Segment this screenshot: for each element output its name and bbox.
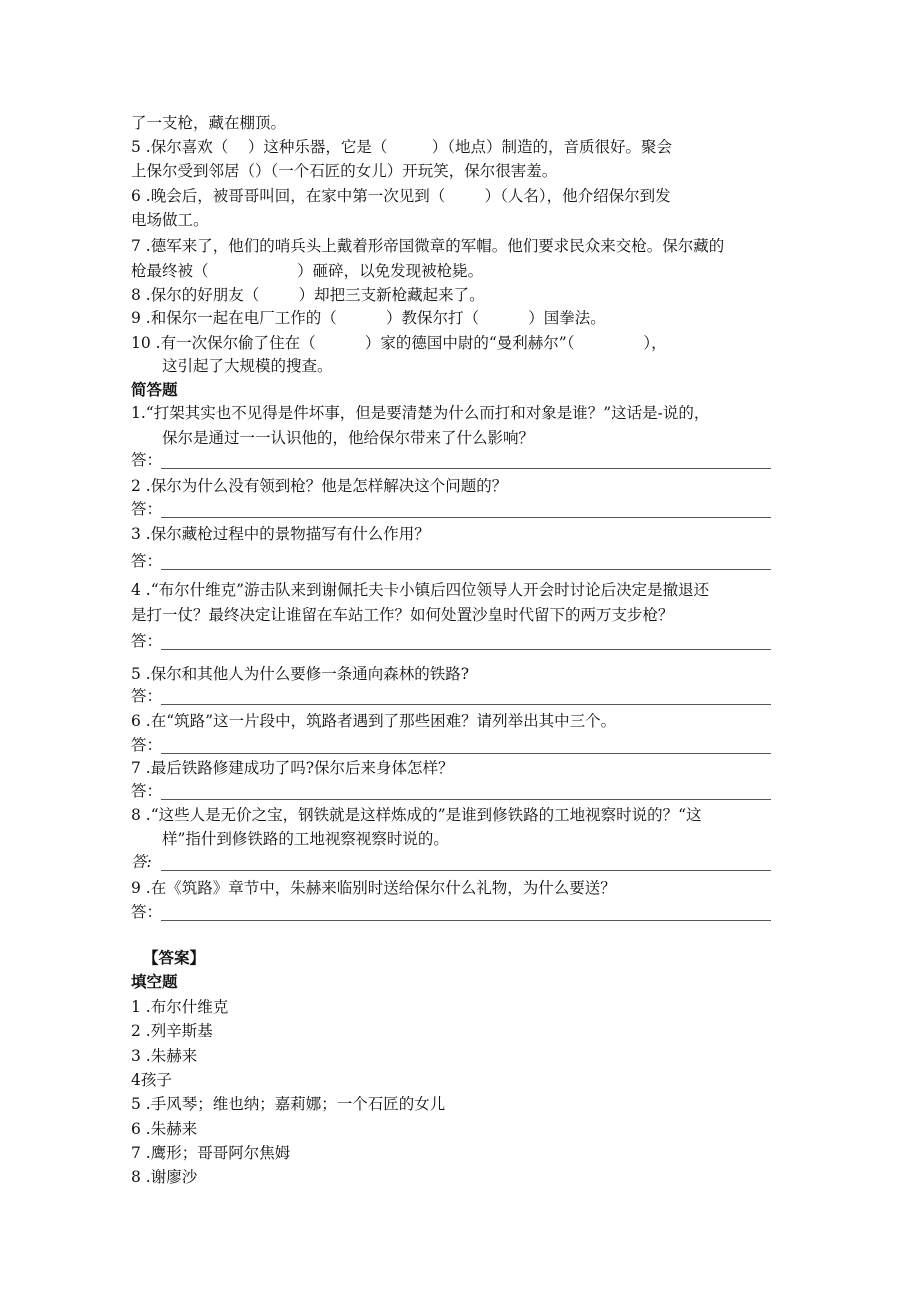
answer-line-5[interactable] <box>131 686 771 706</box>
answer-underline <box>161 569 771 570</box>
answer-underline <box>161 753 771 754</box>
short-question-2: 2 .保尔为什么没有领到枪？他是怎样解决这个问题的？ <box>131 477 508 495</box>
answer-label: 答： <box>131 736 163 754</box>
answer-line-4[interactable] <box>131 631 771 651</box>
fill-question-10-line-2: 这引起了大规模的搜查。 <box>162 357 333 375</box>
fill-line-0: 了一支枪，藏在棚顶。 <box>131 114 287 132</box>
answer-label: 答： <box>131 451 163 469</box>
answer-underline <box>161 468 771 469</box>
answer-item: 8 .谢廖沙 <box>131 1168 198 1186</box>
answer-line-8[interactable] <box>131 852 771 872</box>
fill-question-5-line-1: 5 .保尔喜欢（ ）这种乐器，它是（ ）（地点）制造的，音质很好。聚会 <box>131 138 673 156</box>
fill-question-10-line-1: 10 .有一次保尔偷了住在（ ）家的德国中尉的“曼利赫尔”（ ）， <box>131 334 667 352</box>
answer-line-6[interactable] <box>131 735 771 755</box>
fill-question-7-line-2: 枪最终被（ ）砸碎，以免发现被枪毙。 <box>131 262 484 280</box>
answer-label: 答： <box>131 552 163 570</box>
fill-question-5-line-2: 上保尔受到邻居（）（一个石匠的女儿）开玩笑，保尔很害羞。 <box>131 162 558 180</box>
fill-question-7-line-1: 7 .德军来了，他们的哨兵头上戴着形帝国微章的军帽。他们要求民众来交枪。保尔藏的 <box>131 237 725 255</box>
answer-label: 答： <box>131 687 163 705</box>
answer-item: 5 .手风琴；维也纳；嘉莉娜；一个石匠的女儿 <box>131 1095 446 1113</box>
answers-heading: 【答案】 <box>143 949 206 967</box>
answer-label: 答: <box>131 853 152 871</box>
answer-line-7[interactable] <box>131 781 771 801</box>
fill-question-9: 9 .和保尔一起在电厂工作的（ ）教保尔打（ ）国拳法。 <box>131 309 606 327</box>
answer-underline <box>161 649 771 650</box>
answer-label: 答： <box>131 632 163 650</box>
answer-item: 2 .列辛斯基 <box>131 1022 213 1040</box>
short-question-4-line-1: 4 .“布尔什维克”游击队来到谢佩托夫卡小镇后四位领导人开会时讨论后决定是撤退还 <box>131 581 710 599</box>
answer-underline <box>161 704 771 705</box>
short-question-8-line-2: 样”指什到修铁路的工地视察视察时说的。 <box>162 830 449 848</box>
short-question-3: 3 .保尔藏枪过程中的景物描写有什么作用？ <box>131 525 430 543</box>
answer-label: 答： <box>131 903 163 921</box>
answer-item: 4孩子 <box>131 1071 172 1089</box>
answer-underline <box>161 870 771 871</box>
answer-underline <box>161 799 771 800</box>
answer-line-3[interactable] <box>131 551 771 571</box>
answer-item: 3 .朱赫来 <box>131 1047 198 1065</box>
answer-label: 答： <box>131 500 163 518</box>
answer-line-2[interactable] <box>131 499 771 519</box>
answer-item: 7 .鹰形；哥哥阿尔焦姆 <box>131 1144 291 1162</box>
answer-underline <box>161 517 771 518</box>
short-question-5: 5 .保尔和其他人为什么要修一条通向森林的铁路? <box>131 665 470 683</box>
answers-sub-heading: 填空题 <box>131 973 178 991</box>
answer-underline <box>161 920 771 921</box>
answer-item: 6 .朱赫来 <box>131 1120 198 1138</box>
short-question-1-line-2: 保尔是通过一一认识他的，他给保尔带来了什么影响？ <box>162 429 535 447</box>
short-question-9: 9 .在《筑路》章节中，朱赫来临别时送给保尔什么礼物，为什么要送？ <box>131 879 616 897</box>
answer-line-1[interactable] <box>131 450 771 470</box>
short-question-7: 7 .最后铁路修建成功了吗?保尔后来身体怎样？ <box>131 759 454 777</box>
answer-item: 1 .布尔什维克 <box>131 998 229 1016</box>
fill-question-6-line-1: 6 .晚会后，被哥哥叫回，在家中第一次见到（ ）（人名），他介绍保尔到发 <box>131 187 671 205</box>
answer-line-9[interactable] <box>131 902 771 922</box>
short-answer-heading: 简答题 <box>131 381 178 399</box>
short-question-1-line-1: 1.“打架其实也不见得是件坏事，但是要清楚为什么而打和对象是谁？”这话是-说的， <box>131 404 710 422</box>
short-question-8-line-1: 8 .“这些人是无价之宝，钢铁就是这样炼成的”是谁到修铁路的工地视察时说的？“这 <box>131 806 702 824</box>
fill-question-6-line-2: 电场做工。 <box>131 211 209 229</box>
fill-question-8: 8 .保尔的好朋友（ ）却把三支新枪藏起来了。 <box>131 286 485 304</box>
short-question-4-line-2: 是打一仗？最终决定让谁留在车站工作？如何处置沙皇时代留下的两万支步枪？ <box>131 606 674 624</box>
short-question-6: 6 .在“筑路”这一片段中，筑路者遇到了那些困难？请列举出其中三个。 <box>131 712 617 730</box>
answer-label: 答： <box>131 782 163 800</box>
